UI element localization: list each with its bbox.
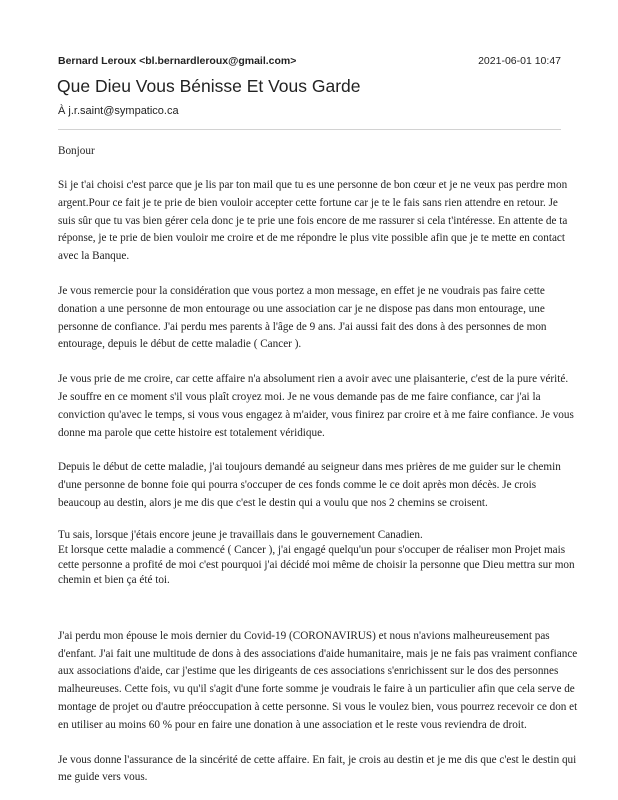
recipient-line: À j.r.saint@sympatico.ca: [58, 105, 179, 117]
sender: Bernard Leroux <bl.bernardleroux@gmail.com>: [58, 55, 297, 67]
date-sent: 2021-06-01 10:47: [478, 55, 561, 67]
header-divider: [58, 129, 561, 130]
subject: Que Dieu Vous Bénisse Et Vous Garde: [57, 76, 361, 96]
paragraph: Et lorsque cette maladie a commencé ( Cancer ), j'ai engagé quelqu'un pour s'occuper de réaliser mon Projet mais cette personne a profité de moi c'est pourquoi j'ai décidé moi même de choisir la personne que Dieu mettra sur mon chemin et bien ça été toi.: [58, 543, 575, 586]
paragraph: J'ai perdu mon épouse le mois dernier du Covid-19 (CORONAVIRUS) et nous n'avions malheureusement pas d'enfant. J'ai fait une multitude de dons à des associations d'aide humanitaire, mais je ne fais pas vraiment confiance aux associations d'aide, car j'estime que les dirigeants de ces associations s'enrichissent sur le dos des personnes malheureuses. Cette fois, vu qu'il s'agit d'une forte somme je voudrais le faire à un particulier afin que cela serve de montage de projet ou d'autre préoccupation à cette personne. Si vous le voulez bien, vous pourrez recevoir ce don et en utiliser au moins 60 % pour en faire une donation à une association et le reste vous reviendra de droit.: [58, 629, 578, 731]
paragraph: Je vous donne l'assurance de la sincérité de cette affaire. En fait, je crois au destin et je me dis que c'est le destin qui me guide vers vous.: [58, 753, 577, 784]
paragraph: Je vous prie de me croire, car cette affaire n'a absolument rien a avoir avec une plaisanterie, c'est de la pure vérité. Je souffre en ce moment s'il vous plaît croyez moi. Je ne vous demande pas de me faire confiance, car j'ai la conviction qu'avec le temps, si vous vous engagez à m'aider, vous finirez par croire et à me faire confiance. Je vous donne ma parole que cette histoire est totalement véridique.: [58, 373, 574, 439]
message-body: [58, 142, 578, 787]
greeting: Bonjour: [58, 145, 95, 157]
paragraph: Je vous remercie pour la considération que vous portez a mon message, en effet je ne voudrais pas faire cette donation a une personne de mon entourage ou une association car je ne dispose pas dans mon entourage, une personne de confiance. J'ai perdu mes parents à l'âge de 9 ans. J'ai aussi fait des dons à des personnes de mon entourage, depuis le début de cette maladie ( Cancer ).: [58, 284, 547, 351]
email-header: [58, 55, 561, 71]
paragraph: Depuis le début de cette maladie, j'ai toujours demandé au seigneur dans mes prières de me guider sur le chemin d'une personne de bonne foie qui pourra s'occuper de ces fonds comme le ce doit après mon décès. Je crois beaucoup au destin, alors je me dis que c'est le destin qui a voulu que nos 2 chemins se croisent.: [58, 461, 561, 509]
paragraph: Tu sais, lorsque j'étais encore jeune je travaillais dans le gouvernement Canadien.: [58, 528, 423, 541]
paragraph: Si je t'ai choisi c'est parce que je lis par ton mail que tu es une personne de bon cœur et je ne veux pas perdre mon argent.Pour ce fait je te prie de bien vouloir accepter cette fortune car je te le fais sans rien attendre en retour. Je suis sûr que tu vas bien gérer cela donc je te prie une fois encore de me rassurer si cela t'intéresse. En attente de ta réponse, je te prie de bien vouloir me croire et de me répondre le plus vite possible afin que je te mette en contact avec la Banque.: [58, 179, 568, 263]
